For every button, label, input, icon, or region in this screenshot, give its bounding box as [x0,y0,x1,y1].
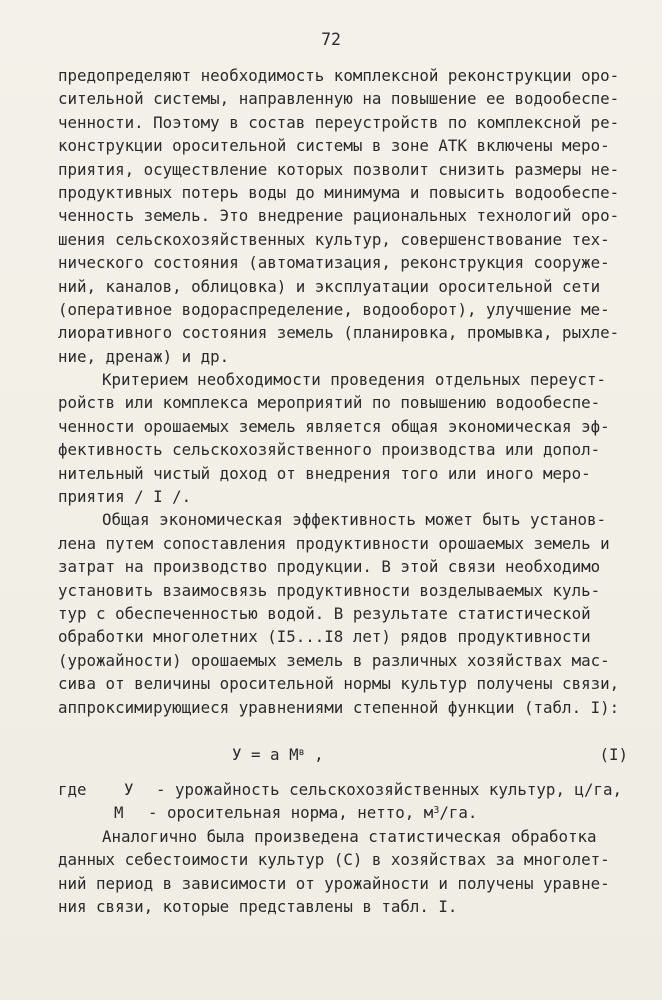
text-line: ний период в зависимости от урожайности и получены уравне- [58,873,610,893]
text-line: ченность земель. Это внедрение рациональных технологий оро- [58,206,620,226]
text-line: ченности орошаемых земель является общая экономическая эф- [58,416,610,436]
paragraph-1 [58,64,628,368]
definition-text [148,801,477,824]
definition-description: - оросительная норма, нетто, м [148,803,434,823]
text-line: затрат на производство продукции. В этой связи необходимо [58,557,601,577]
text-line: установить взаимосвязь продуктивности возделываемых куль- [58,580,601,600]
text-line: нического состояния (автоматизация, реконструкция сооруже- [58,253,610,273]
text-line: сива от величины оросительной нормы культур получены связи, [58,674,620,694]
text-line: конструкции оросительной системы в зоне АТК включены меро- [58,136,610,156]
text-line: Аналогично была произведена статистическая обработка [102,826,597,846]
text-line: ченности. Поэтому в состав переустройств по комплексной ре- [58,112,620,132]
text-line: сительной системы, направленную на повышение ее водообеспе- [58,89,620,109]
unit-superscript: 3 [433,805,440,817]
text-line: Критерием необходимости проведения отдельных переуст- [102,370,607,390]
text-line: шения сельскохозяйственных культур, совершенствование тех- [58,229,610,249]
text-line: Общая экономическая эффективность может быть установ- [102,510,607,530]
text-line: ройств или комплекса мероприятий по повышению водообеспе- [58,393,601,413]
definition-text [156,778,622,801]
definition-description: - урожайность сельскохозяйственных культур, ц/га, [156,779,623,799]
text-line: данных себестоимости культур (С) в хозяйствах за многолет- [58,850,610,870]
text-line: ний, каналов, облицовка) и эксплуатации оросительной сети [58,276,601,296]
text-line: предопределяют необходимость комплексной реконструкции оро- [58,66,620,85]
body-text [58,64,628,918]
formula-exponent: в [298,746,305,758]
text-line: ния связи, которые представлены в табл. I. [58,896,458,916]
formula-body: У = а М [232,744,299,764]
text-line: тур с обеспеченностью водой. В результате статистической [58,603,591,623]
page-number: 72 [321,30,341,49]
text-line: ние, дренаж) и др. [58,346,230,366]
definition-lead: где [58,779,87,799]
definition-row [58,801,628,824]
text-line: (урожайности) орошаемых земель в различных хозяйствах мас- [58,650,610,670]
equation-number: (I) [599,744,628,764]
paragraph-3 [58,508,628,719]
definition-symbol: У [124,779,134,799]
formula-trailing: , [304,744,324,764]
text-line: обработки многолетних (I5...I8 лет) рядов продуктивности [58,627,591,647]
text-line: лиоративного состояния земель (планировка, промывка, рыхле- [58,323,620,343]
paragraph-4 [58,825,628,919]
definition-symbol: М [114,803,124,823]
power-function-formula [232,743,324,766]
text-line: приятия, осуществление которых позволит снизить размеры не- [58,159,620,179]
text-line: продуктивных потерь воды до минимума и повысить водообеспе- [58,182,620,202]
paragraph-2 [58,368,628,508]
text-line: (оперативное водораспределение, водооборот), улучшение ме- [58,299,610,319]
text-line: аппроксимирующиеся уравнениями степенной функции (табл. I): [58,697,620,717]
formula-row [58,743,628,770]
text-line: приятия / I /. [58,487,192,507]
text-line: нительный чистый доход от внедрения того или иного меро- [58,463,591,483]
definitions [58,778,628,825]
definition-suffix: /га. [439,803,478,823]
text-line: фективность сельскохозяйственного производства или допол- [58,440,601,460]
text-line: лена путем сопоставления продуктивности орошаемых земель и [58,533,610,553]
definition-row [58,778,628,801]
